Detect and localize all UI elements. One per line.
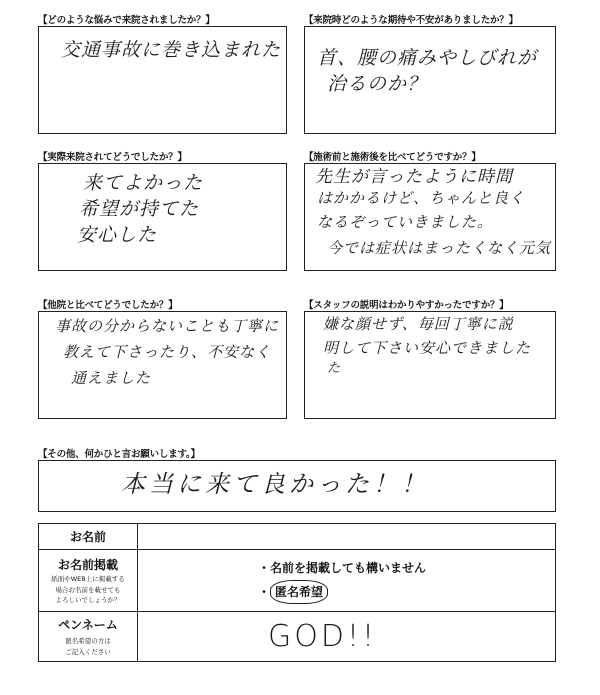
q3-answer-line: 安心した <box>77 224 158 246</box>
q6-answer-line: 嫌な顔せず、毎回丁寧に説 <box>323 315 514 333</box>
q2-answer-line: 治るのか？ <box>327 73 428 95</box>
q1-answer-box <box>38 26 287 134</box>
q3-label: 【実際来院されてどうでしたか？】 <box>38 152 187 163</box>
q2-answer-box <box>304 26 556 134</box>
q6-answer-box <box>304 311 556 419</box>
q4-answer-line: 先生が言ったように時間 <box>315 167 513 187</box>
publish-header: お名前掲載 紙面やWEB上に掲載する 場合お名前を載せても よろしいでしょうか？ <box>39 550 138 612</box>
name-field <box>138 524 556 550</box>
q6-answer-line: た <box>327 361 342 376</box>
q3-answer-line: 希望が持てた <box>79 198 200 220</box>
q5-label: 【他院と比べてどうでしたか？】 <box>38 300 178 311</box>
q2-answer-line: 首、腰の痛みやしびれが <box>317 47 538 69</box>
penname-value: GOD!! <box>268 618 378 654</box>
q2-label: 【来院時どのような期待や不安がありましたか？】 <box>304 15 518 26</box>
personal-info-table <box>38 523 556 662</box>
q4-answer-line: はかかるけど、ちゃんと良く <box>317 189 526 207</box>
q4-answer-line: なるぞっていきました。 <box>317 213 494 231</box>
penname-header: ペンネーム 匿名希望の方は ご記入ください <box>39 612 138 662</box>
q5-answer-line: 通えました <box>71 369 152 387</box>
q5-answer-line: 教えて下さったり、不安なく <box>63 343 272 361</box>
q5-answer-box <box>38 311 287 419</box>
option-anonymous: ・ 匿名希望 <box>258 580 555 605</box>
q3-answer-line: 来てよかった <box>83 172 204 194</box>
q7-answer-line: 本当に来て良かった！！ <box>121 470 429 498</box>
q5-answer-line: 事故の分からないことも丁寧に <box>55 317 280 335</box>
name-header: お名前 <box>39 524 138 550</box>
q4-answer-box <box>304 163 556 271</box>
q6-answer-line: 明して下さい安心できました <box>323 339 532 357</box>
q1-answer-line: 交通事故に巻き込まれた <box>61 39 282 61</box>
q4-label: 【施術前と施術後を比べてどうですか？】 <box>304 152 481 163</box>
q1-label: 【どのような悩みで来院されましたか？】 <box>38 15 215 26</box>
penname-field <box>138 612 556 662</box>
option-publish-ok: ・名前を掲載しても構いません <box>258 560 427 575</box>
q7-answer-box <box>38 460 556 512</box>
q4-answer-line: 今では症状はまったくなく元気 <box>327 239 552 257</box>
q3-answer-box <box>38 163 287 271</box>
anonymous-circled: 匿名希望 <box>270 580 328 605</box>
q6-label: 【スタッフの説明はわかりやすかったですか？】 <box>304 300 509 311</box>
q7-label: 【その他、何かひと言お願いします。】 <box>38 449 200 460</box>
publish-options <box>138 550 556 612</box>
